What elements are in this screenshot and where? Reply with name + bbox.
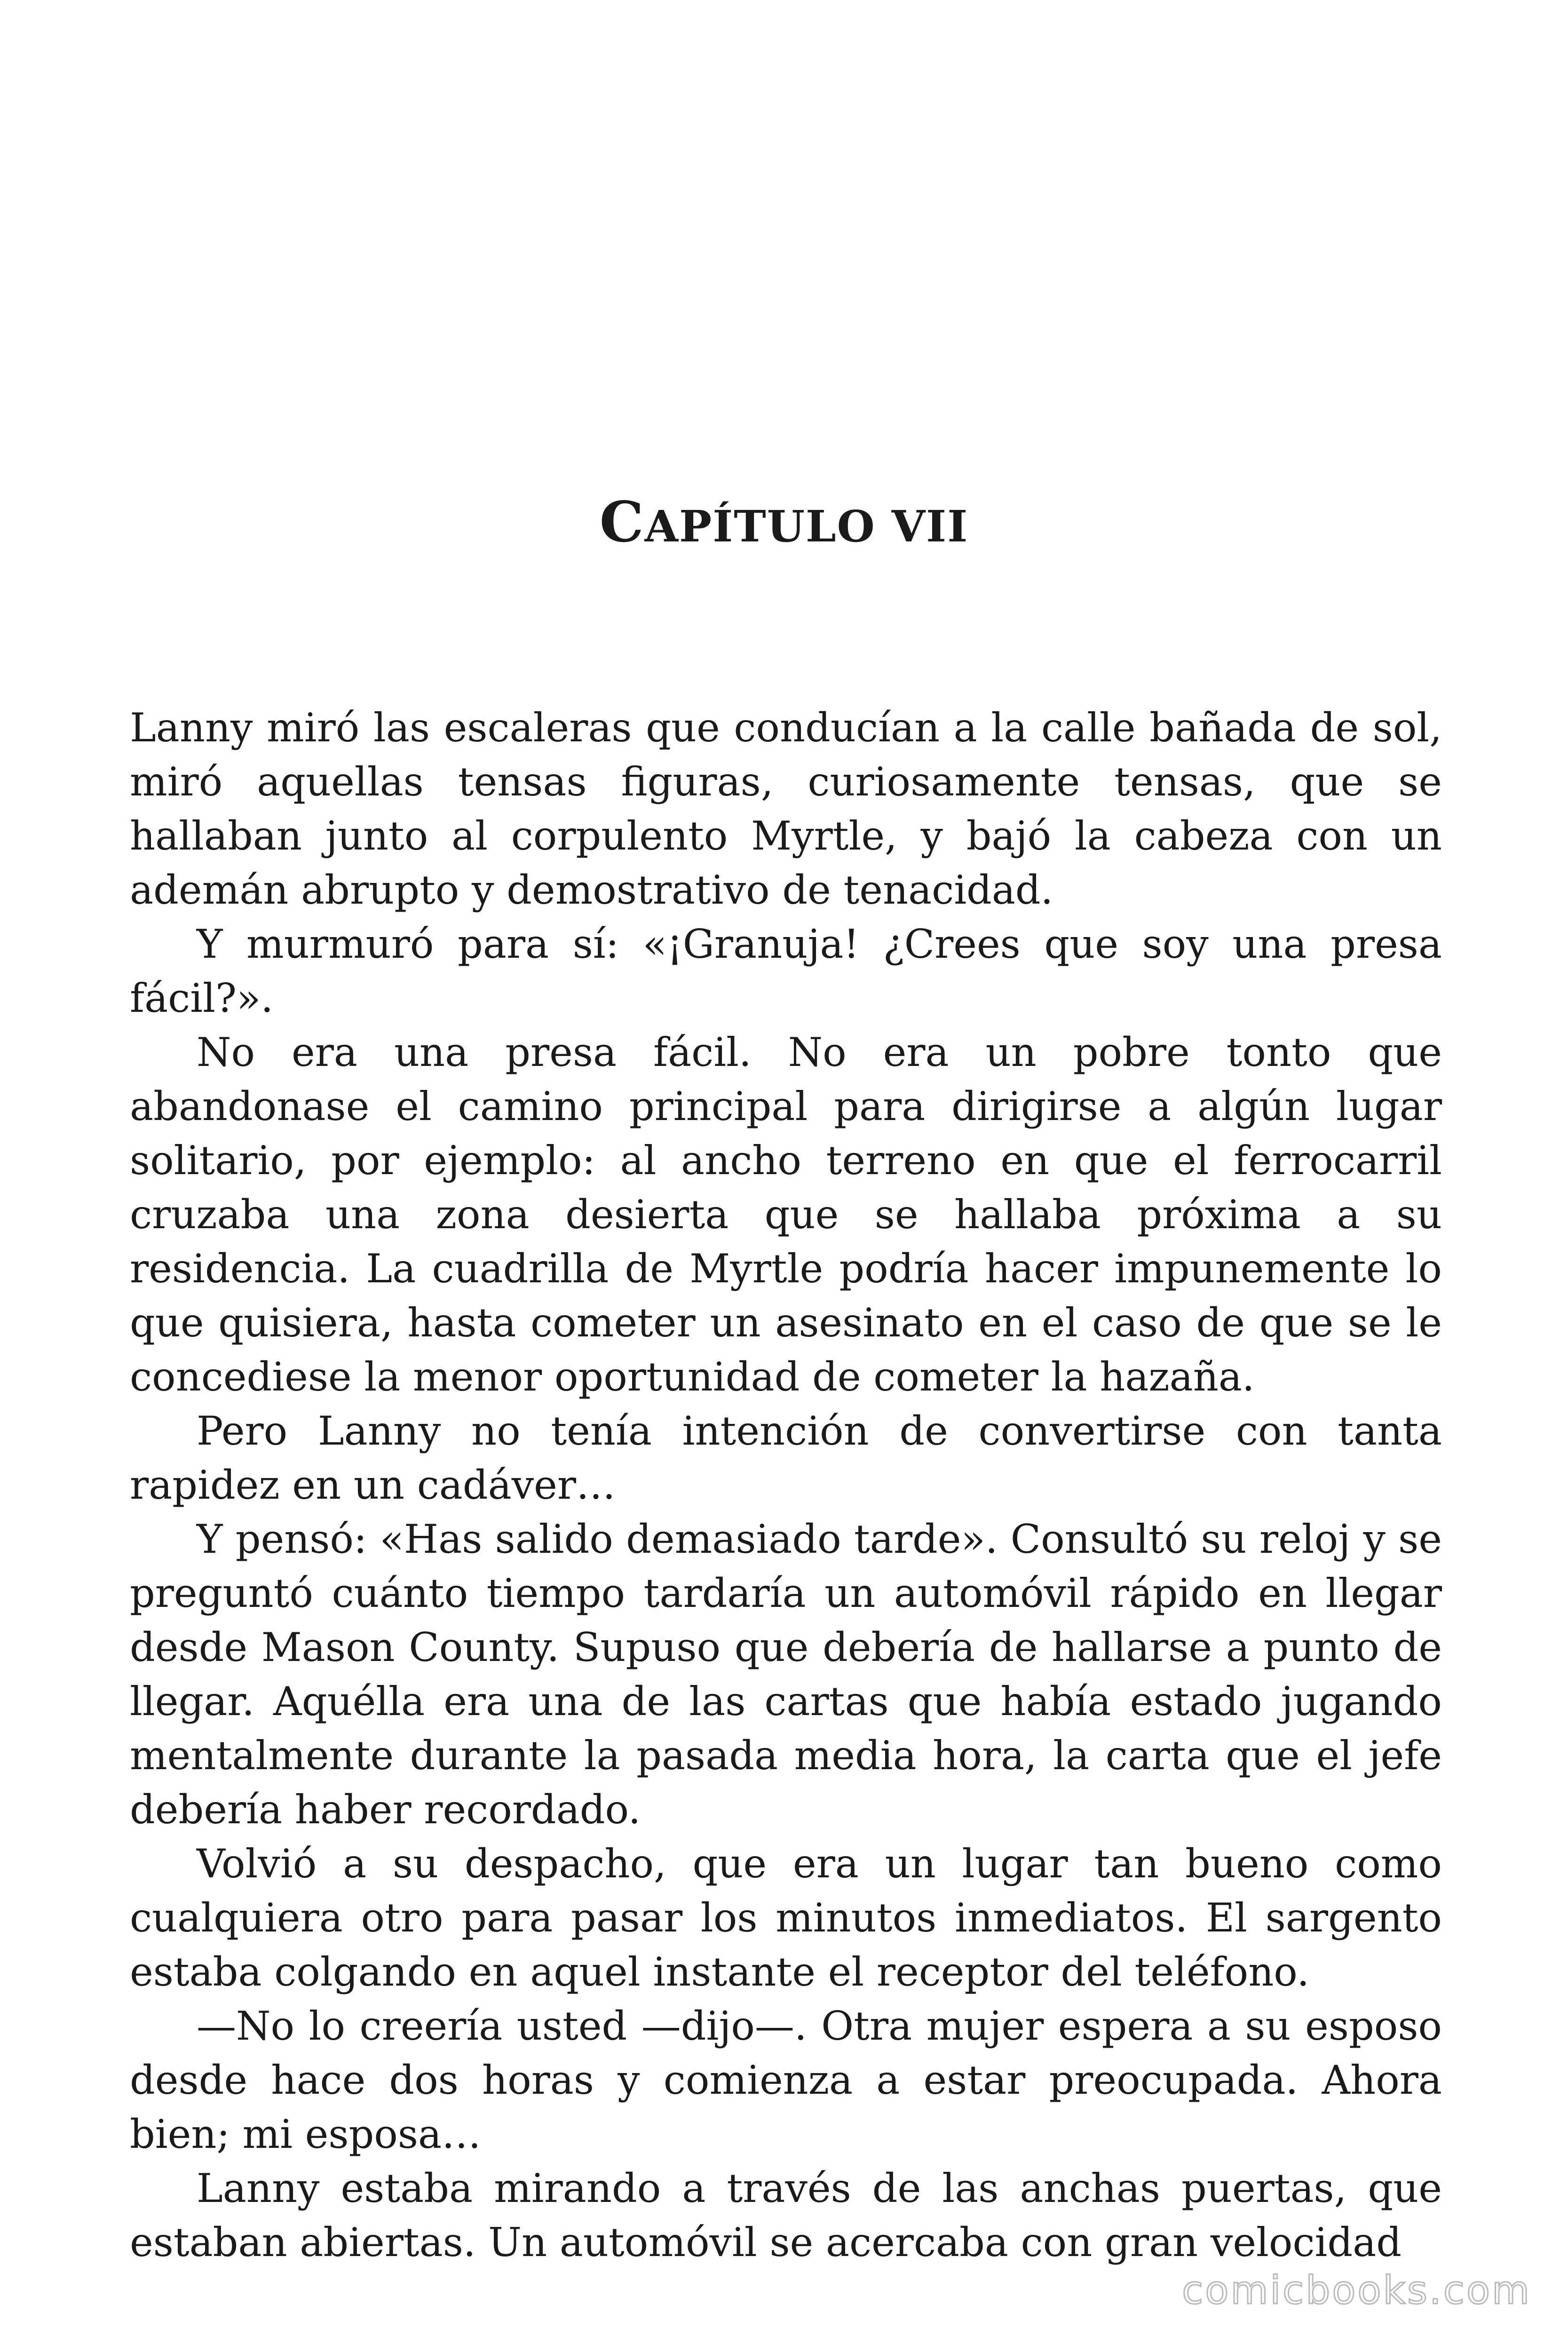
paragraph: No era una presa fácil. No era un pobre tonto que abandonase el camino principal para dirigirse a algún lugar solitario, por ejemplo: al ancho terreno en que el ferrocarril cruzaba una zona desierta que se hallaba próxima a su residencia. La cuadrilla de Myrtle podría hacer impunemente lo que quisiera, hasta cometer un asesinato en el caso de que se le concediese la menor oportunidad de cometer la hazaña.: [130, 1029, 1442, 1400]
paragraph: Volvió a su despacho, que era un lugar tan bueno como cualquiera otro para pasar los minutos inmediatos. El sargento estaba colgando en aquel instante el receptor del teléfono.: [130, 1841, 1442, 1995]
chapter-title-initial: C: [599, 489, 645, 555]
paragraph: Y pensó: «Has salido demasiado tarde». Consultó su reloj y se preguntó cuánto tiempo tardaría un automóvil rápido en llegar desde Mason County. Supuso que debería de hallarse a punto de llegar. Aquélla era una de las cartas que había estado jugando mentalmente durante la pasada media hora, la carta que el jefe debería haber recordado.: [130, 1516, 1442, 1833]
paragraph: —No lo creería usted —dijo—. Otra mujer espera a su esposo desde hace dos horas y comienza a estar preocupada. Ahora bien; mi esposa…: [130, 2003, 1442, 2157]
chapter-title-rest: APÍTULO VII: [644, 501, 969, 552]
chapter-body: [130, 701, 1442, 2270]
paragraph: Lanny miró las escaleras que conducían a la calle bañada de sol, miró aquellas tensas figuras, curiosamente tensas, que se hallaban junto al corpulento Myrtle, y bajó la cabeza con un ademán abrupto y demostrativo de tenacidad.: [130, 705, 1442, 913]
paragraph: Lanny estaba mirando a través de las anchas puertas, que estaban abiertas. Un automóvil se acercaba con gran velocidad: [130, 2165, 1442, 2265]
watermark: comicbooks.com: [1182, 2268, 1531, 2313]
paragraph: Y murmuró para sí: «¡Granuja! ¿Crees que soy una presa fácil?».: [130, 921, 1442, 1021]
chapter-title: [0, 489, 1568, 556]
paragraph: Pero Lanny no tenía intención de convertirse con tanta rapidez en un cadáver…: [130, 1408, 1442, 1508]
